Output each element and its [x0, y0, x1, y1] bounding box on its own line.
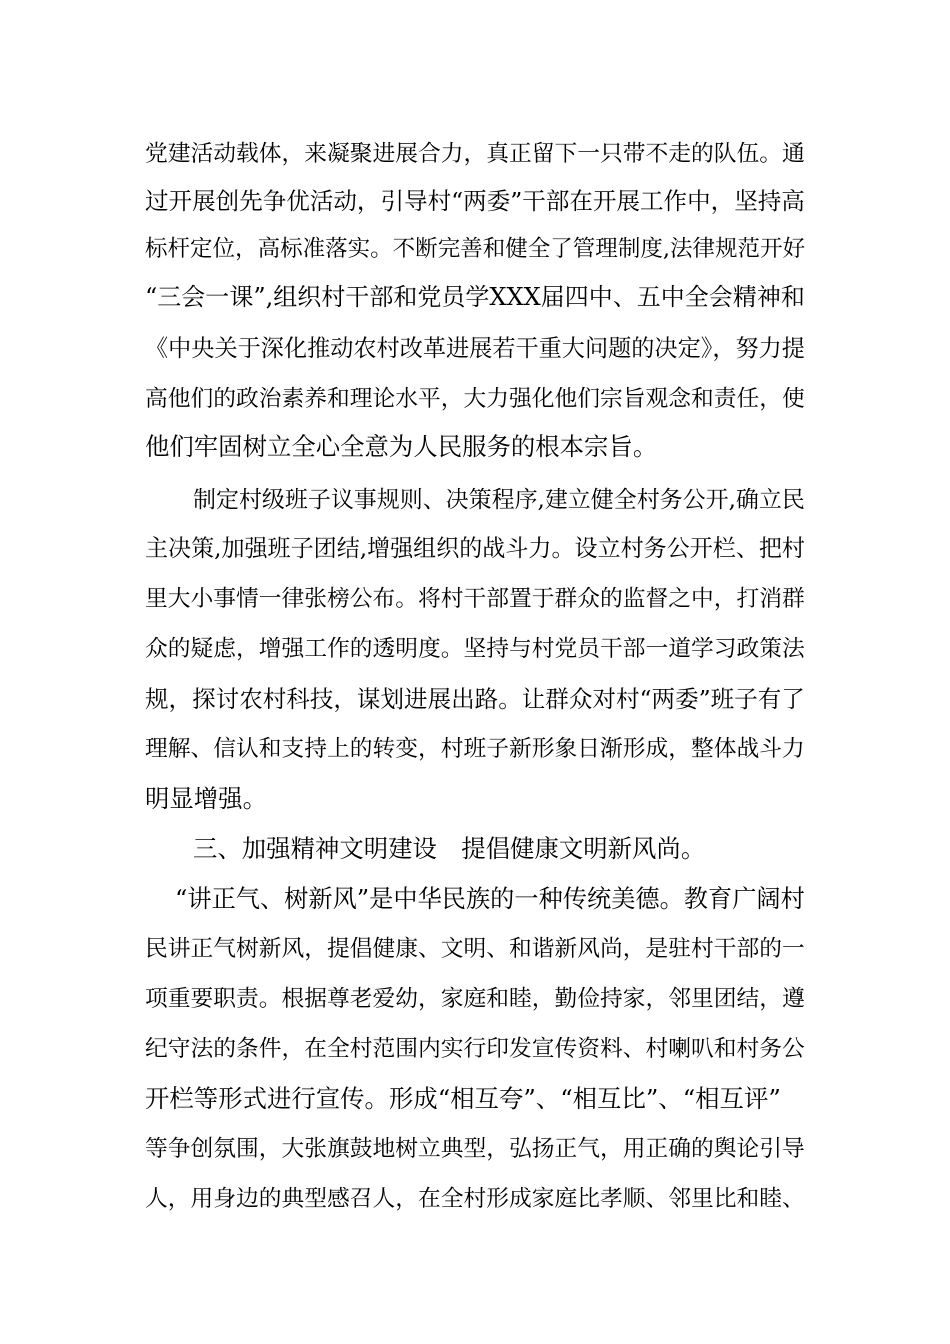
text-line: 主决策,加强班子团结,增强组织的战斗力。设立村务公开栏、把村 [145, 536, 805, 562]
text-line: 项重要职责。根据尊老爱幼，家庭和睦，勤俭持家，邻里团结，遵 [145, 986, 805, 1012]
text-line: 里大小事情一律张榜公布。将村干部置于群众的监督之中，打消群 [145, 586, 805, 612]
paragraph-2-line-2 [0, 529, 950, 569]
paragraph-2-line-5 [0, 679, 950, 719]
paragraph-3-line-2 [0, 929, 950, 969]
text-line: 制定村级班子议事规则、决策程序,建立健全村务公开,确立民 [193, 487, 805, 513]
text-line: 标杆定位，高标准落实。不断完善和健全了管理制度,法律规范开好 [145, 236, 806, 262]
paragraph-3-line-1 [0, 879, 950, 919]
text-line: 等争创氛围，大张旗鼓地树立典型，弘扬正气，用正确的舆论引导 [145, 1136, 805, 1162]
paragraph-3-line-7 [0, 1179, 950, 1219]
text-line: 明显增强。 [145, 784, 267, 813]
paragraph-1-line-5 [0, 329, 950, 369]
section-heading-3 [0, 829, 950, 869]
paragraph-3-line-6 [0, 1129, 950, 1169]
paragraph-1-line-3 [0, 229, 950, 269]
paragraph-3-line-5 [0, 1079, 950, 1119]
text-line: 人，用身边的典型感召人，在全村形成家庭比孝顺、邻里比和睦、 [145, 1186, 805, 1212]
text-line: 规，探讨农村科技，谋划进展出路。让群众对村“两委”班子有了 [145, 685, 805, 713]
paragraph-2-line-7 [0, 779, 950, 819]
text-line: 纪守法的条件，在全村范围内实行印发宣传资料、村喇叭和村务公 [145, 1036, 805, 1062]
text-line: 高他们的政治素养和理论水平，大力强化他们宗旨观念和责任，使 [145, 386, 805, 412]
text-line: 众的疑虑，增强工作的透明度。坚持与村党员干部一道学习政策法 [145, 636, 805, 662]
text-line: “讲正气、树新风”是中华民族的一种传统美德。教育广阔村 [175, 885, 805, 913]
heading-text: 三、加强精神文明建设 提倡健康文明新风尚。 [193, 834, 706, 863]
text-line: 《中央关于深化推动农村改革进展若干重大问题的决定》，努力提 [145, 336, 805, 362]
paragraph-1-line-6 [0, 379, 950, 419]
text-line: 党建活动载体，来凝聚进展合力，真正留下一只带不走的队伍。通 [145, 141, 805, 167]
paragraph-3-line-3 [0, 979, 950, 1019]
paragraph-3-line-4 [0, 1029, 950, 1069]
text-line: 理解、信认和支持上的转变，村班子新形象日渐形成，整体战斗力 [145, 736, 805, 762]
paragraph-1-line-4 [0, 277, 950, 317]
text-line: 开栏等形式进行宣传。形成“相互夸”、“相互比”、“相互评” [145, 1084, 781, 1113]
paragraph-2-line-3 [0, 579, 950, 619]
paragraph-1-line-1 [0, 134, 950, 174]
paragraph-2-line-4 [0, 629, 950, 669]
text-line: 民讲正气树新风，提倡健康、文明、和谐新风尚，是驻村干部的一 [145, 936, 805, 962]
paragraph-2-line-6 [0, 729, 950, 769]
paragraph-1-line-7 [0, 427, 950, 467]
text-line: “三会一课”,组织村干部和党员学XXX届四中、五中全会精神和 [145, 283, 805, 311]
text-line: 过开展创先争优活动，引导村“两委”干部在开展工作中，坚持高 [145, 187, 805, 215]
paragraph-2-line-1 [0, 480, 950, 520]
paragraph-1-line-2 [0, 181, 950, 221]
text-line: 他们牢固树立全心全意为人民服务的根本宗旨。 [145, 432, 658, 461]
